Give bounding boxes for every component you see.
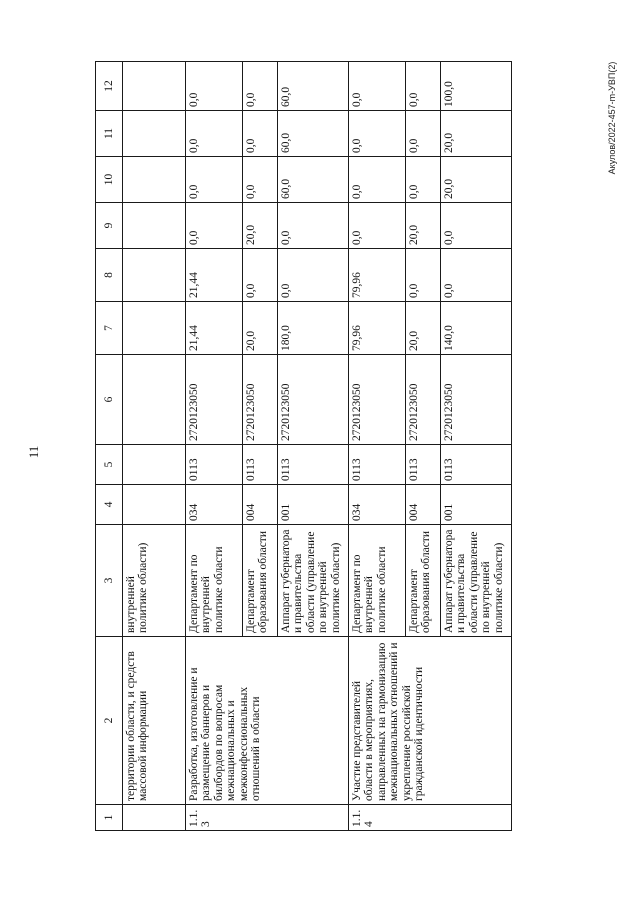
page-number: 11: [26, 445, 41, 459]
item-number: 1.1.4: [349, 805, 512, 831]
table-cell: 0,0: [186, 62, 243, 111]
department: Аппарат губернатора и правительства области (управление по внутренней политике области): [278, 525, 349, 637]
department: Департамент образования области: [243, 525, 278, 637]
table-cell: 0,0: [349, 111, 406, 157]
table-cell: 0,0: [186, 157, 243, 203]
table-cell: 004: [406, 485, 441, 525]
department-continued: внутренней политике области): [123, 525, 186, 637]
table-cell: 0,0: [349, 203, 406, 249]
table-cell: 2720123050: [441, 355, 512, 445]
table-cell: 21,44: [186, 249, 243, 302]
table-cell: 0113: [406, 445, 441, 485]
table-cell: 0,0: [406, 62, 441, 111]
table-cell: 60,0: [278, 62, 349, 111]
table-cell: 20,0: [406, 203, 441, 249]
table-cell: 79,96: [349, 302, 406, 355]
table-cell: 0113: [243, 445, 278, 485]
table-cell: 21,44: [186, 302, 243, 355]
table-cell: 2720123050: [406, 355, 441, 445]
table-cell: 0,0: [243, 157, 278, 203]
table-wrapper: [95, 62, 584, 831]
measure-name: Разработка, изготовление и размещение баннеров и билбордов по вопросам межнациональных и межконфессиональных отношений в области: [186, 637, 349, 805]
document-code: Акулов/2022-457-m-УВП(2): [607, 61, 617, 175]
table-cell: 0,0: [186, 203, 243, 249]
table-cell: 0113: [441, 445, 512, 485]
table-cell: 0,0: [186, 111, 243, 157]
table-row: [186, 62, 243, 831]
table-cell: 20,0: [441, 157, 512, 203]
table-cell: 0,0: [406, 157, 441, 203]
table-cell: 20,0: [243, 203, 278, 249]
header-cell: 1: [96, 805, 123, 831]
table-cell: 2720123050: [349, 355, 406, 445]
table-cell: 0,0: [349, 157, 406, 203]
table-cell: 180,0: [278, 302, 349, 355]
table-cell: [123, 249, 186, 302]
header-cell: 10: [96, 157, 123, 203]
header-cell: 3: [96, 525, 123, 637]
header-cell: 8: [96, 249, 123, 302]
table-row: [123, 62, 186, 831]
rotated-table-area: [95, 62, 584, 831]
table-cell: 0,0: [406, 249, 441, 302]
table-cell: 0,0: [278, 249, 349, 302]
table-cell: [123, 203, 186, 249]
table-cell: 0113: [186, 445, 243, 485]
table-cell: [123, 62, 186, 111]
table-cell: 0113: [349, 445, 406, 485]
table-cell: 2720123050: [278, 355, 349, 445]
table-cell: [123, 485, 186, 525]
department: Аппарат губернатора и правительства области (управление по внутренней политике области): [441, 525, 512, 637]
table-row: [349, 62, 406, 831]
table-cell: 0,0: [441, 249, 512, 302]
table-cell: [123, 445, 186, 485]
table-cell: 20,0: [441, 111, 512, 157]
table-cell: 0,0: [441, 203, 512, 249]
header-cell: 12: [96, 62, 123, 111]
header-cell: 11: [96, 111, 123, 157]
header-cell: 7: [96, 302, 123, 355]
measure-name: Участие представителей области в мероприятиях, направленных на гармонизацию межнациональных отношений и укрепление российской гражданской идентичности: [349, 637, 512, 805]
table-cell: 004: [243, 485, 278, 525]
header-cell: 9: [96, 203, 123, 249]
header-cell: 2: [96, 637, 123, 805]
table-cell: [123, 805, 186, 831]
item-number: 1.1.3: [186, 805, 349, 831]
table-cell: 0113: [278, 445, 349, 485]
table-cell: 001: [441, 485, 512, 525]
department: Департамент по внутренней политике области: [349, 525, 406, 637]
table-cell: 0,0: [406, 111, 441, 157]
header-cell: 4: [96, 485, 123, 525]
table-cell: 20,0: [243, 302, 278, 355]
table-cell: 0,0: [278, 203, 349, 249]
table-cell: 60,0: [278, 157, 349, 203]
header-row: [96, 62, 123, 831]
table-cell: [123, 111, 186, 157]
table-cell: 0,0: [243, 62, 278, 111]
table-cell: 2720123050: [243, 355, 278, 445]
table-cell: 0,0: [243, 249, 278, 302]
table-cell: 60,0: [278, 111, 349, 157]
header-cell: 6: [96, 355, 123, 445]
table-cell: 001: [278, 485, 349, 525]
table-cell: 0,0: [349, 62, 406, 111]
header-cell: 5: [96, 445, 123, 485]
table-cell: 2720123050: [186, 355, 243, 445]
table-cell: [123, 157, 186, 203]
table-cell: [123, 355, 186, 445]
table-cell: 0,0: [243, 111, 278, 157]
table-cell: 140,0: [441, 302, 512, 355]
department: Департамент образования области: [406, 525, 441, 637]
measure-name-continued: территории области, и средств массовой информации: [123, 637, 186, 805]
table-cell: 100,0: [441, 62, 512, 111]
table-cell: 034: [349, 485, 406, 525]
department: Департамент по внутренней политике области: [186, 525, 243, 637]
table-cell: 79,96: [349, 249, 406, 302]
table-cell: 20,0: [406, 302, 441, 355]
table-cell: [123, 302, 186, 355]
budget-table: [95, 61, 512, 831]
table-cell: 034: [186, 485, 243, 525]
